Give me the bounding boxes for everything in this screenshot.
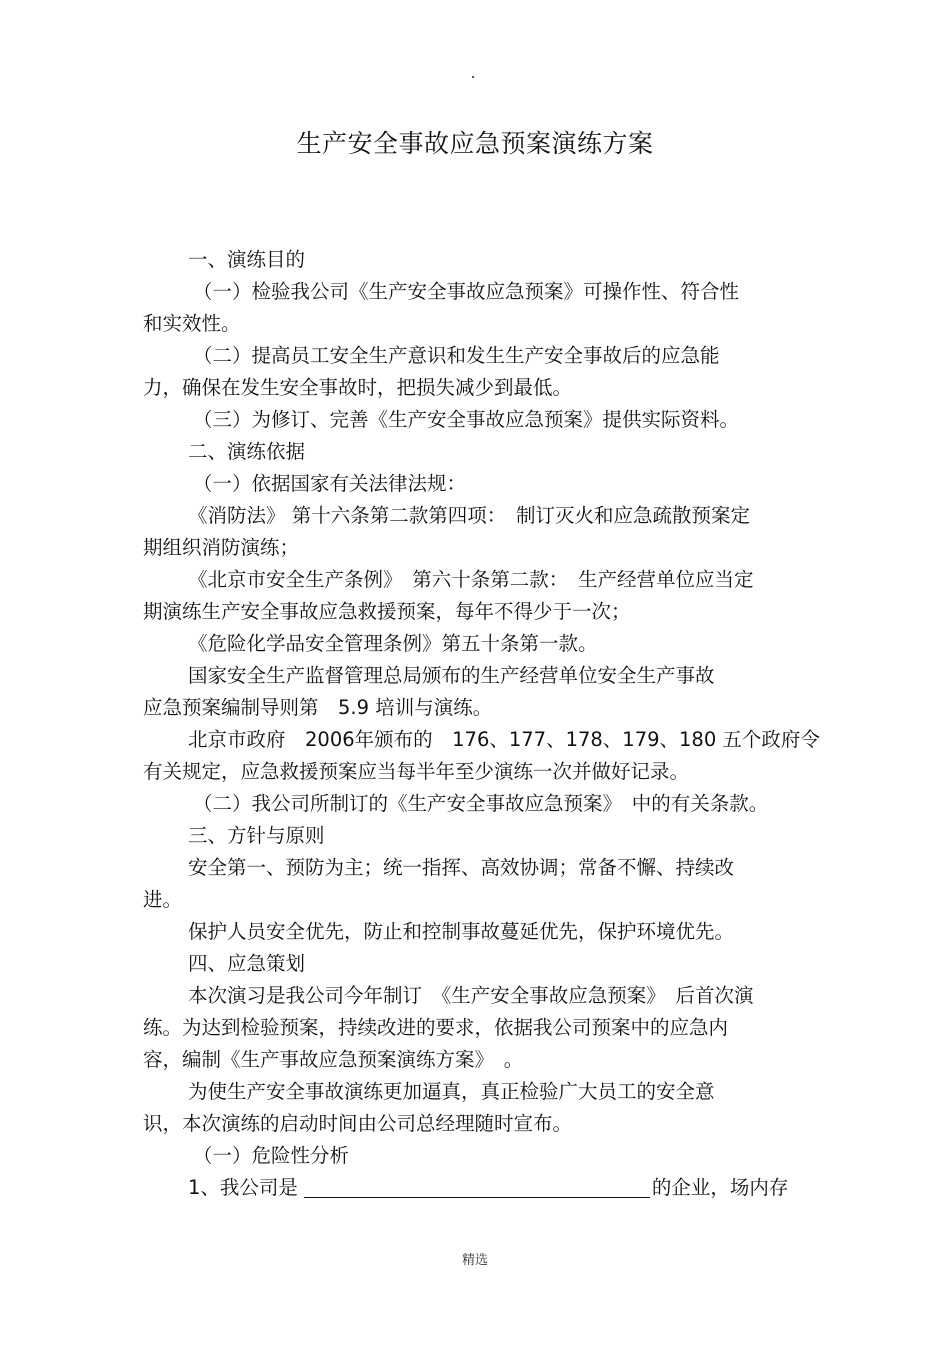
paragraph-line: 期演练生产安全事故应急救援预案，每年不得少于一次； bbox=[143, 600, 631, 623]
paragraph-line: （一）依据国家有关法律法规： bbox=[193, 472, 467, 495]
page-footer: 精选 bbox=[461, 1253, 488, 1268]
paragraph-line: 为使生产安全事故演练更加逼真，真正检验广大员工的安全意 bbox=[188, 1080, 715, 1103]
paragraph-line: 期组织消防演练； bbox=[143, 536, 300, 559]
line-prefix: 1、我公司是 bbox=[188, 1176, 298, 1199]
paragraph-line: 有关规定，应急救援预案应当每半年至少演练一次并做好记录。 bbox=[143, 760, 690, 783]
paragraph-line: 容，编制《生产事故应急预案演练方案》 。 bbox=[143, 1048, 524, 1071]
paragraph-line: （一）检验我公司《生产安全事故应急预案》可操作性、符合性 bbox=[193, 280, 740, 303]
paragraph-line: 进。 bbox=[143, 888, 183, 911]
section-heading-4: 四、应急策划 bbox=[188, 952, 306, 975]
paragraph-line: 北京市政府 2006年颁布的 176、177、178、179、180 五个政府令 bbox=[188, 728, 820, 751]
paragraph-line: 本次演习是我公司今年制订 《生产安全事故应急预案》 后首次演 bbox=[188, 984, 754, 1007]
document-body bbox=[143, 244, 820, 1204]
paragraph-line: 《北京市安全生产条例》 第六十条第二款： 生产经营单位应当定 bbox=[188, 568, 754, 591]
paragraph-line: （三）为修订、完善《生产安全事故应急预案》提供实际资料。 bbox=[193, 408, 740, 431]
paragraph-line: 应急预案编制导则第 5.9 培训与演练。 bbox=[143, 696, 493, 719]
paragraph-line: （二）我公司所制订的《生产安全事故应急预案》 中的有关条款。 bbox=[193, 792, 769, 815]
paragraph-line: 《消防法》 第十六条第二款第四项： 制订灭火和应急疏散预案定 bbox=[188, 504, 750, 527]
paragraph-line: （二）提高员工安全生产意识和发生生产安全事故后的应急能 bbox=[193, 344, 720, 367]
paragraph-line: 国家安全生产监督管理总局颁布的生产经营单位安全生产事故 bbox=[188, 664, 715, 687]
page-marker-dot bbox=[472, 76, 474, 78]
paragraph-line: 安全第一、预防为主；统一指挥、高效协调；常备不懈、持续改 bbox=[188, 856, 735, 879]
paragraph-line: 保护人员安全优先，防止和控制事故蔓延优先，保护环境优先。 bbox=[188, 920, 735, 943]
paragraph-line: 和实效性。 bbox=[143, 312, 241, 335]
section-heading-1: 一、演练目的 bbox=[188, 248, 306, 271]
paragraph-line: 《危险化学品安全管理条例》第五十条第一款。 bbox=[188, 632, 598, 655]
paragraph-line: 练。为达到检验预案，持续改进的要求，依据我公司预案中的应急内 bbox=[143, 1016, 729, 1039]
paragraph-line-with-blank bbox=[143, 1172, 813, 1204]
paragraph-line: 力，确保在发生安全事故时，把损失减少到最低。 bbox=[143, 376, 573, 399]
section-heading-2: 二、演练依据 bbox=[188, 440, 306, 463]
section-heading-3: 三、方针与原则 bbox=[188, 824, 325, 847]
line-suffix: 的企业，场内存 bbox=[651, 1176, 789, 1199]
document-title: 生产安全事故应急预案演练方案 bbox=[296, 129, 654, 158]
fill-in-blank bbox=[304, 1175, 650, 1198]
subsection-heading: （一）危险性分析 bbox=[193, 1144, 350, 1167]
paragraph-line: 识，本次演练的启动时间由公司总经理随时宣布。 bbox=[143, 1112, 573, 1135]
